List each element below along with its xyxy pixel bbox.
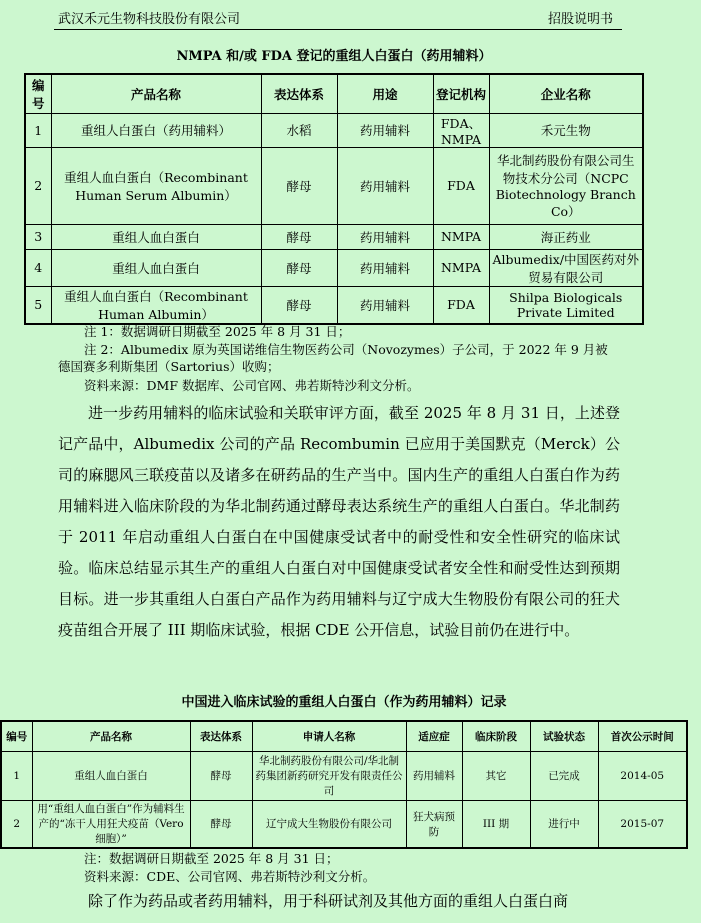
table2-note: 注：数据调研日期截至 2025 年 8 月 31 日； (84, 851, 339, 866)
table-cell: 重组人白蛋白（药用辅料） (51, 113, 261, 147)
column-header: 编号 (1, 721, 32, 751)
table-row (25, 249, 643, 286)
table2-source: 资料来源：CDE、公司官网、弗若斯特沙利文分析。 (84, 869, 376, 884)
table-cell: 海正药业 (489, 224, 643, 249)
table-cell: 水稻 (261, 113, 337, 147)
paragraph-text: 进一步药用辅料的临床试验和关联审评方面，截至 2025 年 8 月 31 日，上述登记产品中，Albumedix 公司的产品 Recombumin 已应用于美国默克（Merck）公司的麻腮风三联疫苗以及诸多在研药品的生产当中。国内生产的重组人白蛋白作为药用辅料进入临床阶段的为华北制药通过酵母表达系统生产的重组人白蛋白。华北制药于 2011 年启动重组人白蛋白在中国健康受试者中的耐受性和安全性研究的临床试验。临床总结显示其生产的重组人白蛋白对中国健康受试者安全性和耐受性达到预期目标。进一步其重组人白蛋白产品作为药用辅料与辽宁成大生物股份有限公司的狂犬疫苗组合开展了 III 期临床试验，根据 CDE 公开信息，试验目前仍在进行中。 (58, 404, 620, 639)
table-cell: 2 (1, 800, 32, 848)
table-cell: 已完成 (530, 751, 598, 800)
table-row (25, 224, 643, 249)
table-cell: 重组人血白蛋白（Recombinant Human Albumin） (51, 286, 261, 324)
table1-note-2: 注 2：Albumedix 原为英国诺维信生物医药公司（Novozymes）子公司，于 2022 年 9 月被德国赛多利斯集团（Sartorius）收购； (58, 342, 608, 374)
table-cell: 5 (25, 286, 51, 324)
column-header: 登记机构 (433, 74, 489, 113)
table-cell: Albumedix/中国医药对外贸易有限公司 (489, 249, 643, 286)
table-cell: 酵母 (261, 286, 337, 324)
table-cell: 4 (25, 249, 51, 286)
table-cell: 华北制药股份有限公司生物技术分公司（NCPC Biotechnology Branch Co） (489, 147, 643, 224)
table1-source: 资料来源：DMF 数据库、公司官网、弗若斯特沙利文分析。 (84, 378, 420, 393)
table-cell: 药用辅料 (406, 751, 462, 800)
column-header: 用途 (337, 74, 433, 113)
table-cell: 酵母 (261, 224, 337, 249)
table-cell: 酵母 (261, 249, 337, 286)
table-row (25, 147, 643, 224)
column-header: 适应症 (406, 721, 462, 751)
table-cell: III 期 (462, 800, 530, 848)
table-cell: 药用辅料 (337, 147, 433, 224)
table-cell: 2014-05 (598, 751, 687, 800)
column-header: 临床阶段 (462, 721, 530, 751)
column-header: 编号 (25, 74, 51, 113)
table-cell: 重组人血白蛋白 (51, 224, 261, 249)
table-cell: Shilpa Biologicals Private Limited (489, 286, 643, 324)
table-header-row (25, 74, 643, 113)
table-cell: 药用辅料 (337, 224, 433, 249)
table-cell: 狂犬病预防 (406, 800, 462, 848)
table-cell: FDA (433, 286, 489, 324)
column-header: 首次公示时间 (598, 721, 687, 751)
table-row (1, 800, 687, 848)
table-cell: 重组人血白蛋白（Recombinant Human Serum Albumin） (51, 147, 261, 224)
table-cell: 3 (25, 224, 51, 249)
page-header (58, 8, 613, 27)
column-header: 企业名称 (489, 74, 643, 113)
table-cell: 重组人血白蛋白 (32, 751, 190, 800)
table2-caption: 中国进入临床试验的重组人白蛋白（作为药用辅料）记录 (181, 695, 507, 710)
column-header: 产品名称 (51, 74, 261, 113)
registered-products-table (24, 73, 644, 325)
table1-note-1: 注 1：数据调研日期截至 2025 年 8 月 31 日； (84, 324, 351, 339)
table-row (25, 113, 643, 147)
column-header: 产品名称 (32, 721, 190, 751)
table-cell: NMPA (433, 249, 489, 286)
table-cell: FDA、NMPA (433, 113, 489, 147)
table-cell: 1 (1, 751, 32, 800)
table-cell: 用“重组人血白蛋白”作为辅料生产的“冻干人用狂犬疫苗（Vero 细胞）” (32, 800, 190, 848)
table-cell: 2015-07 (598, 800, 687, 848)
column-header: 试验状态 (530, 721, 598, 751)
table-cell: 进行中 (530, 800, 598, 848)
document-title: 招股说明书 (547, 12, 613, 27)
clinical-trials-table (0, 720, 688, 849)
table-row (1, 751, 687, 800)
table-cell: FDA (433, 147, 489, 224)
body-paragraph (58, 398, 620, 646)
table-cell: 药用辅料 (337, 286, 433, 324)
table-cell: 2 (25, 147, 51, 224)
table-cell: 其它 (462, 751, 530, 800)
table-cell: 1 (25, 113, 51, 147)
company-name: 武汉禾元生物科技股份有限公司 (58, 12, 241, 27)
table-cell: 酵母 (190, 800, 252, 848)
table-cell: 酵母 (261, 147, 337, 224)
column-header: 表达体系 (261, 74, 337, 113)
table-cell: 辽宁成大生物股份有限公司 (252, 800, 406, 848)
paragraph-text: 除了作为药品或者药用辅料，用于科研试剂及其他方面的重组人白蛋白商 (88, 892, 569, 910)
table-cell: 禾元生物 (489, 113, 643, 147)
body-paragraph-continued (58, 886, 620, 917)
table-cell: 药用辅料 (337, 249, 433, 286)
table-cell: 重组人血白蛋白 (51, 249, 261, 286)
table-cell: 药用辅料 (337, 113, 433, 147)
table-header-row (1, 721, 687, 751)
table-cell: 酵母 (190, 751, 252, 800)
header-divider (54, 29, 622, 30)
table-cell: NMPA (433, 224, 489, 249)
column-header: 表达体系 (190, 721, 252, 751)
table-row (25, 286, 643, 324)
table1-caption: NMPA 和/或 FDA 登记的重组人白蛋白（药用辅料） (176, 49, 492, 64)
table-cell: 华北制药股份有限公司/华北制药集团新药研究开发有限责任公司 (252, 751, 406, 800)
column-header: 申请人名称 (252, 721, 406, 751)
